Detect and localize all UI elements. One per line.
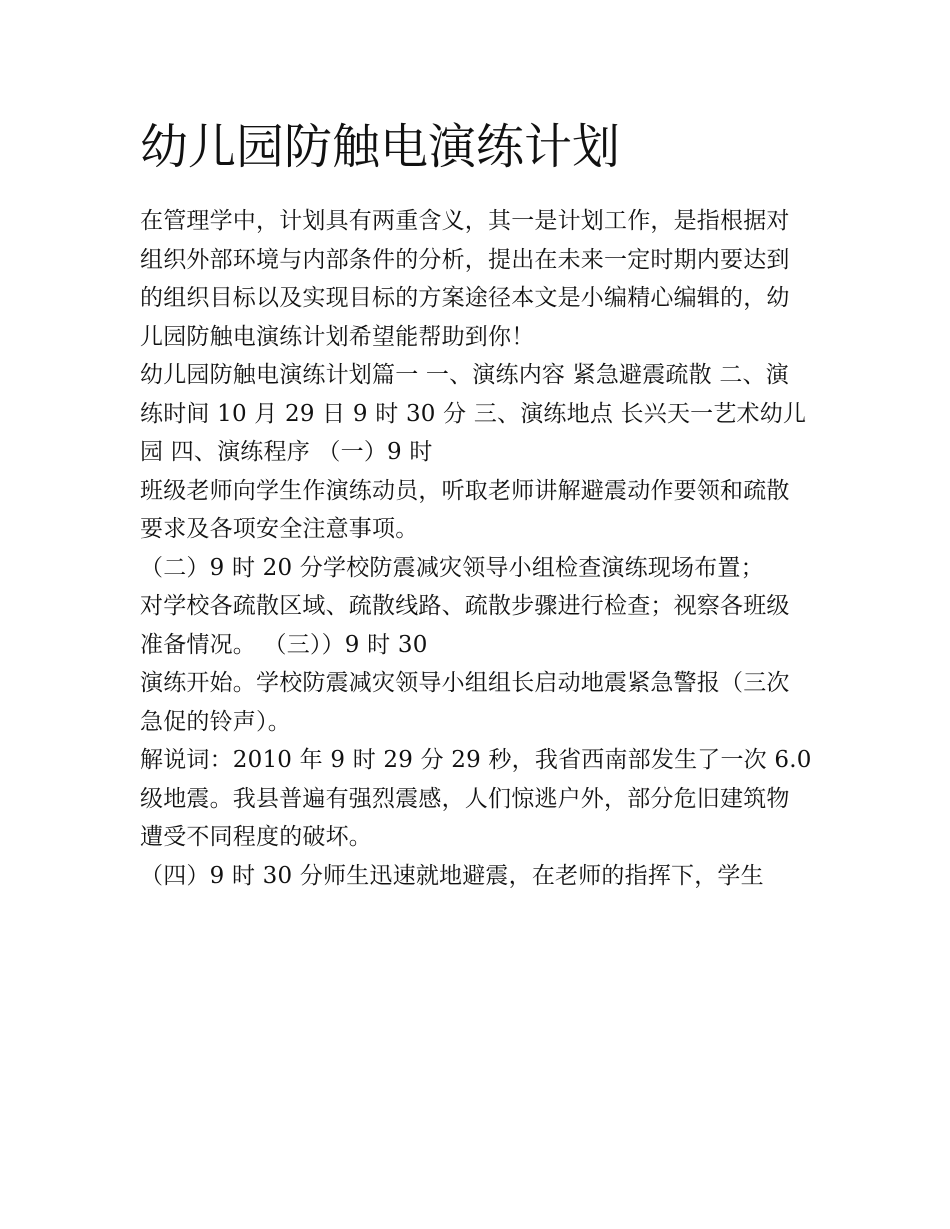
paragraph-step-two: （二）9 时 20 分学校防震减灾领导小组检查演练现场布置； — [140, 554, 764, 581]
paragraph-inspection: 对学校各疏散区域、疏散线路、疏散步骤进行检查；视察各班级准备情况。 （三））9 时 30 — [140, 593, 790, 658]
paragraph-plan-outline: 幼儿园防触电演练计划篇一 一、演练内容 紧急避震疏散 二、演练时间 10 月 29 日 9 时 30 分 三、演练地点 长兴天一艺术幼儿园 四、演练程序 （一）9 时 — [140, 362, 807, 465]
paragraph-narration: 解说词：2010 年 9 时 29 分 29 秒，我省西南部发生了一次 6.0 级地震。我县普遍有强烈震感，人们惊逃户外，部分危旧建筑物遭受不同程度的破坏。 — [140, 747, 812, 850]
document-title: 幼儿园防触电演练计划 — [140, 119, 621, 175]
paragraph-step-four: （四）9 时 30 分师生迅速就地避震，在老师的指挥下，学生 — [140, 862, 764, 889]
paragraph-drill-start: 演练开始。学校防震减灾领导小组组长启动地震紧急警报（三次急促的铃声）。 — [140, 670, 790, 735]
document-body — [140, 202, 812, 895]
paragraph-intro: 在管理学中，计划具有两重含义，其一是计划工作，是指根据对组织外部环境与内部条件的分析，提出在未来一定时期内要达到的组织目标以及实现目标的方案途径本文是小编精心编辑的，幼儿园防触电演练计划希望能帮助到你！ — [140, 208, 790, 350]
paragraph-mobilization: 班级老师向学生作演练动员，听取老师讲解避震动作要领和疏散要求及各项安全注意事项。 — [140, 477, 790, 542]
